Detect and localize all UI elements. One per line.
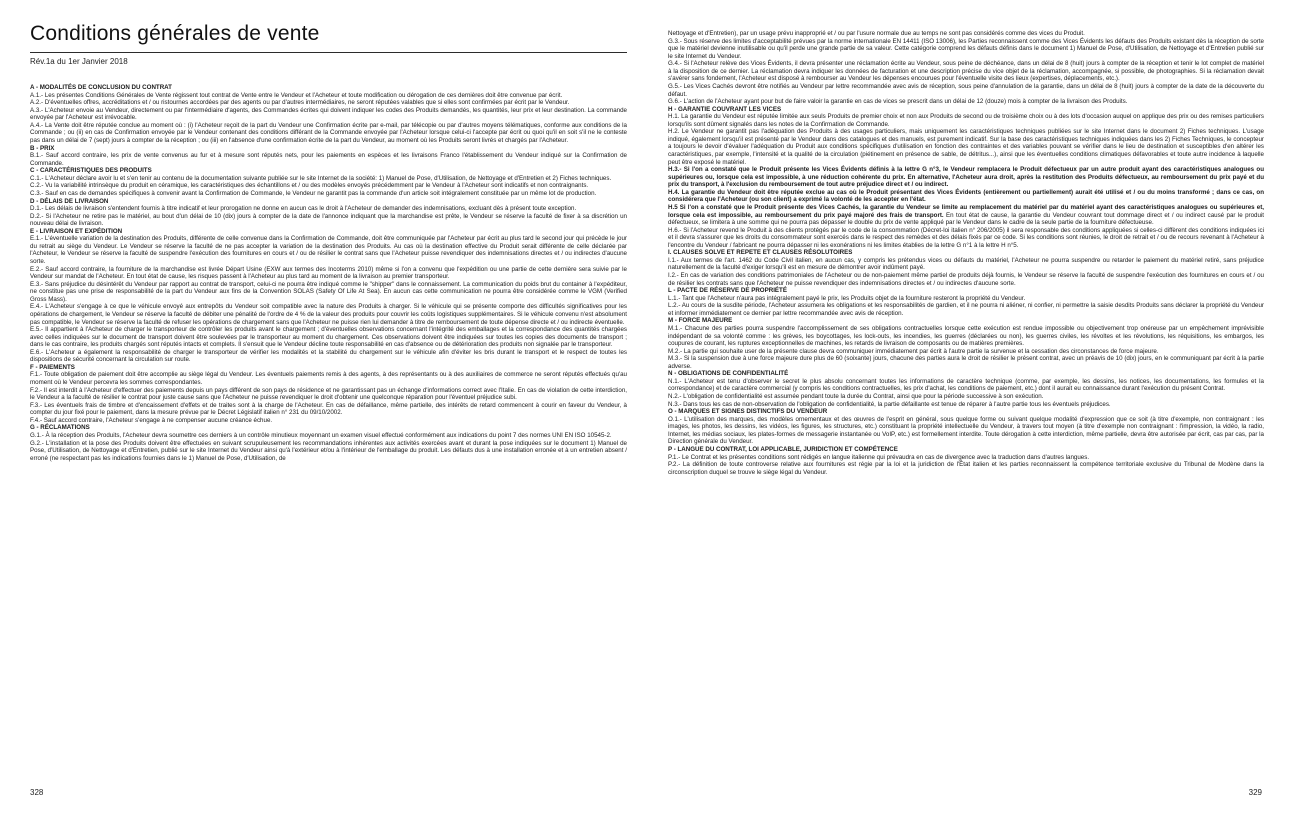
paragraph: F.3.- Les éventuels frais de timbre et d'encaissement d'effets et de traites sont à la charge de l'Acheteur. En cas de défaillance, même partielle, des intérêts de retard commencent à courir en faveur du Vendeur, à compter du jour fixé pour le paiement, dans la mesure prévue par le Décret Législatif italien n° 231 du 09/10/2002. (30, 401, 627, 417)
bold-run: H.5 Si l'on a constaté que le Produit présente des Vices Cachés, la garantie du Vendeur se limite au remplacement du matériel par du matériel ayant des caractéristiques analogues ou supérieures et, lorsque cela est impossible, au remboursement du prix payé majoré des frais de transport. (668, 203, 1264, 219)
paragraph: B.1.- Sauf accord contraire, les prix de vente convenus au fur et à mesure sont réputés nets, pour les paiements en espèces et les livraisons Franco l'établissement du Vendeur indiqué sur la Confirmation de Commande. (30, 152, 627, 167)
paragraph: E.3.- Sans préjudice du désintérêt du Vendeur par rapport au contrat de transport, celui-ci ne pourra être indiqué comme le "shipper" dans le connaissement. La communication du poids brut du container à l'expéditeur, ne constitue pas une prise de responsabilité de la part du Vendeur aux fins de la Convention SOLAS (Safety Of Life At Sea). En aucun cas cette communication ne pourra être considérée comme le VGM (Verified Gross Mass). (30, 280, 627, 303)
section-heading: O - MARQUES ET SIGNES DISTINCTIFS DU VENDEUR (668, 408, 828, 416)
section-heading: L - PACTE DE RÉSERVE DE PROPRIÉTÉ (668, 287, 787, 295)
section-heading: B - PRIX (30, 144, 55, 152)
paragraph: M.3.- Si la suspension due à une force majeure dure plus de 60 (soixante) jours, chacune des parties aura le droit de résilier le présent contrat, avec un préavis de 10 (dix) jours, en le communiquant par écrit à la partie adverse. (668, 355, 1264, 370)
paragraph: F.2.- Il est interdit à l'Acheteur d'effectuer des paiements depuis un pays différent de son pays de résidence et ne garantissant pas un échange d'informations correct avec l'Italie. En cas de violation de cette interdiction, le Vendeur a la faculté de résilier le contrat pour juste cause sans que l'Acheteur ne puisse revendiquer le droit d'obtenir une quelconque réparation pour l'éventuel préjudice subi. (30, 386, 627, 402)
page-left (30, 0, 627, 462)
section-heading: C - CARACTÉRISTIQUES DES PRODUITS (30, 167, 152, 175)
section-heading: I. CLAUSES SOLVE ET REPETE ET CLAUSES RÉSOLUTOIRES (668, 249, 853, 257)
page-number-right: 329 (1248, 788, 1262, 797)
section-heading: A - MODALITÉS DE CONCLUSION DU CONTRAT (30, 84, 172, 92)
title-divider (30, 52, 627, 53)
section-heading: N - OBLIGATIONS DE CONFIDENTIALITÉ (668, 370, 789, 378)
paragraph: F.1.- Toute obligation de paiement doit être accomplie au siège légal du Vendeur. Les éventuels paiements remis à des agents, à des représentants ou à des auxiliaires de commerce ne seront réputés effectués qu'au moment où le Vendeur percevra les sommes correspondantes. (30, 371, 627, 387)
paragraph: M.1.- Chacune des parties pourra suspendre l'accomplissement de ses obligations contractuelles lorsque cette exécution est rendue impossible ou objectivement trop onéreuse par un empêchement imprévisible indépendant de sa volonté comme : les grèves, les boycottages, les lock-outs, les incendies, les guerres (déclarées ou non), les guerres civiles, les révoltes et les révolutions, les réquisitions, les embargos, les coupures de courant, les ruptures exceptionnelles de machines, les retards de livraison de composants ou de matières premières. (668, 324, 1264, 348)
paragraph: N.3.- Dans tous les cas de non-observation de l'obligation de confidentialité, la partie défaillante est tenue de réparer à l'autre partie tous les éventuels préjudices. (668, 400, 1111, 408)
paragraph: D.2.- Si l'Acheteur ne retire pas le matériel, au bout d'un délai de 10 (dix) jours à compter de la date de l'annonce indiquant que la marchandise est prête, le Vendeur se réserve la faculté de fixer à sa discrétion un nouveau délai de livraison. (30, 212, 627, 228)
paragraph: H.1. La garantie du Vendeur est réputée limitée aux seuls Produits de premier choix et non aux Produits de second ou de troisième choix ou à des lots d'occasion auquel on applique des prix ou des remises particuliers lorsqu'ils sont dûment signalés dans les notes de la Confirmation de Commande. (668, 113, 1264, 128)
paragraph (668, 204, 1264, 227)
paragraph: N.1.- L'Acheteur est tenu d'observer le secret le plus absolu concernant toutes les informations de caractère technique (comme, par exemple, les dessins, les notices, les documentations, les formules et la correspondance) et de caractère commercial (y compris les conditions contractuelles, les prix d'achat, les conditions de paiement, etc.) dont il aurait eu connaissance durant l'exécution du présent Contrat. (668, 377, 1264, 393)
paragraph: H.4. La garantie du Vendeur doit être réputée exclue au cas où le Produit présentant des Vices Évidents (entièrement ou partiellement) aurait été utilisé et / ou du moins transformé ; dans ce cas, on considérera que l'Acheteur (ou son client) a exprimé la volonté de les accepter en l'état. (668, 188, 1264, 204)
page-title: Conditions générales de vente (30, 22, 320, 45)
paragraph: C.3.- Sauf en cas de demandes spécifiques à convenir avant la Confirmation de Commande, le Vendeur ne garantit pas la commande d'un article soit intégralement constituée par un même lot de production. (30, 189, 597, 197)
paragraph: G.3.- Sous réserve des limites d'acceptabilité prévues par la norme internationale EN 14411 (ISO 13006), les Parties reconnaissent comme des Vices Évidents les défauts des Produits existant dès la réception de sorte que le matériel devienne inutilisable ou qu'il perde une grande partie de sa valeur. Cette catégorie comprend les défauts définis dans le document 1) Manuel de Pose, d'Utilisation, de Nettoyage et d'Entretien publié sur le site Internet du Vendeur. (668, 37, 1264, 60)
paragraph: H.3.- Si l'on a constaté que le Produit présente les Vices Évidents définis à la lettre G n°3, le Vendeur remplacera le Produit défectueux par un autre produit ayant des caractéristiques analogues ou supérieures ou, lorsque cela est impossible, à une réduction cohérente du prix. En alternative, l'Acheteur aura droit, après la restitution des Produits défectueux, au remboursement du prix payé et du prix du transport, à l'exclusion du remboursement de tout autre préjudice direct et / ou indirect. (668, 166, 1264, 189)
paragraph: H.6.- Si l'Acheteur revend le Produit à des clients protégés par le code de la consommation (Décret-loi italien n° 206/2005) il sera responsable des conditions appliquées si celles-ci diffèrent des conditions indiquées ici et il devra s'assurer que les droits du consommateur sont exercés dans le respect des remèdes et des délais fixés par ce code. Si les conditions sont réunies, le droit de retrait et / ou de recours revenant à l'Acheteur à l'encontre du Vendeur / fabricant ne pourra dépasser ni les exonérations ni les limites établies de la lettre G n°1 à la lettre H n°5. (668, 226, 1264, 249)
paragraph: E.5.- Il appartient à l'Acheteur de charger le transporteur de contrôler les produits avant le chargement ; d'éventuelles observations concernant l'intégrité des emballages et la correspondance des quantités chargées avec celles indiquées sur le document de transport doivent être soulevées par le transporteur au moment du chargement. Ces observations doivent être indiquées sur toutes les copies des documents de transport ; dans le cas contraire, les produits chargés sont réputés intacts et complets. Il s'ensuit que le Vendeur décline toute responsabilité en cas d'absence ou de détérioration des produits non signalée par le transporteur. (30, 326, 627, 349)
section-heading: H - GARANTIE COUVRANT LES VICES (668, 105, 782, 113)
paragraph: E.1.- L'éventuelle variation de la destination des Produits, différente de celle convenue dans la Confirmation de Commande, doit être communiquée par l'Acheteur par écrit au plus tard le second jour qui précède le jour du retrait au siège du Vendeur. Le Vendeur se réserve la faculté de ne pas accepter la variation de la destination des Produits. Au cas où la destination effective du Produit serait différente de celle déclarée par l'Acheteur, le Vendeur se réserve la faculté de suspendre l'exécution des fournitures en cours et / ou de résilier le contrat sans que l'Acheteur puisse revendiquer des indemnisations directes et / ou indirectes d'aucune sorte. (30, 235, 627, 266)
paragraph: D.1.- Les délais de livraison s'entendent fournis à titre indicatif et leur prorogation ne donne en aucun cas le droit à l'Acheteur de demander des indemnisations, excluant dès à présent toute exception. (30, 205, 577, 213)
paragraph: Nettoyage et d'Entretien), par un usage prévu inapproprié et / ou par l'usure normale due au temps ne sont pas considérés comme des vices du Produit. (668, 30, 1085, 37)
paragraph: A.2.- D'éventuelles offres, accréditations et / ou ristournes accordées par des agents ou par d'autres intermédiaires, ne seront réputées valables que si elles sont confirmées par écrit par le Vendeur. (30, 99, 570, 107)
paragraph: N.2.- L'obligation de confidentialité est assumée pendant toute la durée du Contrat, ainsi que pour la période successive à son exécution. (668, 393, 1044, 400)
right-page-content (668, 0, 1264, 476)
paragraph: L.1.- Tant que l'Acheteur n'aura pas intégralement payé le prix, les Produits objet de la fourniture resteront la propriété du Vendeur. (668, 294, 1026, 302)
paragraph: G.2.- L'installation et la pose des Produits doivent être effectuées en suivant scrupuleusement les recommandations inhérentes aux activités exercées avant et durant la pose indiquées sur le document 1) Manuel de Pose, d'Utilisation, de Nettoyage et d'Entretien, publié sur le site Internet du Vendeur ainsi qu'à l'extérieur et/ou à l'intérieur de l'emballage du produit. Les défauts dus à une installation erronée et à un entretien absent / erroné (ne respectant pas les indications fournies dans le 1) Manuel de Pose, d'Utilisation, de (30, 439, 627, 462)
paragraph: E.4.- L'Acheteur s'engage à ce que le véhicule envoyé aux entrepôts du Vendeur soit compatible avec la nature des Produits à charger. Si le véhicule qui se présente comporte des difficultés significatives pour les opérations de chargement, le Vendeur se réserve la faculté de débiter une pénalité de l'ordre de 4 % de la valeur des produits pour couvrir les coûts logistiques supplémentaires. Si le véhicule convenu n'est absolument pas compatible, le Vendeur se réserve la faculté de refuser les opérations de chargement sans que l'Acheteur ne puisse rien lui demander à titre de remboursement de toute dépense directe et / ou indirecte éventuelle. (30, 303, 627, 326)
paragraph: E.2.- Sauf accord contraire, la fourniture de la marchandise est livrée Départ Usine (EXW aux termes des Incoterms 2010) même si l'on a convenu que l'expédition ou une partie de cette dernière sera suivie par le Vendeur sur mandat de l'Acheteur. En tout état de cause, les risques passent à l'Acheteur au plus tard au moment de la livraison au premier transporteur. (30, 265, 627, 281)
section-heading: F - PAIEMENTS (30, 363, 75, 371)
revision-label: Rév.1a du 1er Janvier 2018 (30, 57, 128, 67)
paragraph: I.1.- Aux termes de l'art. 1462 du Code Civil italien, en aucun cas, y compris les prétendus vices ou défauts du matériel, l'Acheteur ne pourra suspendre ou retarder le paiement du matériel retiré, sans préjudice naturellement de la faculté d'exiger lorsqu'il est en mesure de démontrer avoir indûment payé. (668, 256, 1264, 272)
paragraph: H.2. Le Vendeur ne garantit pas l'adéquation des Produits à des usages particuliers, mais uniquement les caractéristiques techniques publiées sur le site Internet dans le document 2) Fiches techniques. L'usage indiqué, également lorsqu'il est présenté par le Vendeur dans des catalogues et des manuels, est purement indicatif. Sur la base des caractéristiques techniques indiquées dans les 2) Fiches Techniques, le concepteur a toujours le devoir d'évaluer l'adéquation du Produit aux conditions spécifiques d'utilisation en fonction des contraintes et des variables pouvant se vérifier dans le lieu de destination et susceptibles d'en altérer les caractéristiques, par exemple, l'intensité et la qualité de la circulation (piétinement en présence de sable, de détritus...), ainsi que les éventuelles conditions climatiques défavorables et toute autre incidence à laquelle peut être exposé le matériel. (668, 128, 1264, 166)
paragraph: G.5.- Les Vices Cachés devront être notifiés au Vendeur par lettre recommandée avec avis de réception, sous peine d'annulation de la garantie, dans un délai de 8 (huit) jours à compter de la date de la découverte du défaut. (668, 82, 1264, 98)
section-heading: M - FORCE MAJEURE (668, 317, 733, 325)
paragraph: F.4.- Sauf accord contraire, l'Acheteur s'engage à ne compenser aucune créance échue. (30, 416, 273, 424)
paragraph: M.2.- La partie qui souhaite user de la présente clause devra communiquer immédiatement par écrit à l'autre partie la survenue et la cessation des circonstances de force majeure. (668, 347, 1159, 355)
section-heading: D - DÉLAIS DE LIVRAISON (30, 197, 109, 205)
paragraph: O.1.- L'utilisation des marques, des modèles ornementaux et des œuvres de l'esprit en général, sous quelque forme ou suivant quelque modalité d'expression que ce soit (à titre d'exemple, non contraignant : les images, les photos, les dessins, les vidéos, les figures, les structures, etc.) constituant la propriété intellectuelle du Vendeur, à travers tout moyen (à titre d'exemple non contraignant : l'impression, la vidéo, la radio, Internet, les médias sociaux, les plates-formes de messagerie instantanée ou VoIP, etc.) est formellement interdite. Toute dérogation à cette interdiction, même partielle, devra être autorisée par écrit, cas par cas, par la Direction générale du Vendeur. (668, 415, 1264, 446)
section-heading: G - RÉCLAMATIONS (30, 424, 90, 432)
page-right (668, 0, 1264, 476)
paragraph: L.2.- Au cours de la susdite période, l'Acheteur assumera les obligations et les responsabilités de gardien, et il ne pourra ni aliéner, ni confier, ni permettre la saisie desdits Produits sans déclarer la propriété du Vendeur et informer immédiatement ce dernier par lettre recommandée avec avis de réception. (668, 302, 1264, 317)
page-number-left: 328 (30, 788, 44, 797)
paragraph: C.2.- Vu la variabilité intrinsèque du produit en céramique, les caractéristiques des échantillons et / ou des modèles envoyés précédemment par le Vendeur à l'Acheteur sont indicatifs et non contraignants. (30, 182, 589, 190)
paragraph: A.1.- Les présentes Conditions Générales de Vente régissent tout contrat de Vente entre le Vendeur et l'Acheteur et toute modification ou dérogation de ces dernières doit être convenue par écrit. (30, 91, 563, 99)
paragraph: I.2.- En cas de variation des conditions patrimoniales de l'Acheteur ou de non-paiement même partiel de produits déjà fournis, le Vendeur se réserve la faculté de suspendre l'exécution des fournitures en cours et / ou de résilier les contrats sans que l'Acheteur ne puisse revendiquer des indemnisations directes et / ou indirectes d'aucune sorte. (668, 272, 1264, 287)
paragraph: P.2.- La définition de toute controverse relative aux fournitures est régie par la loi et la juridiction de l'État italien et les parties reconnaissent la compétence territoriale exclusive du Tribunal de Modène dans la circonscription duquel se trouve le siège légal du Vendeur. (668, 461, 1264, 476)
paragraph: A.4.- La Vente doit être réputée conclue au moment où : (i) l'Acheteur reçoit de la part du Vendeur une Confirmation écrite par e-mail, par télécopie ou par d'autres moyens télématiques, conforme aux conditions de la Commande ; ou (ii) en cas de Confirmation envoyée par le Vendeur contenant des conditions différant de la Commande envoyée par l'Acheteur lorsque celui-ci l'accepte par écrit ou quoi qu'il en soit s'il ne le conteste pas dans un délai de 7 (sept) jours à compter de la réception ; ou (iii) en l'absence d'une confirmation écrite de la part du Vendeur, au moment où les Produits seront livrés et chargés par l'Acheteur. (30, 121, 627, 145)
paragraph: E.6.- L'Acheteur a également la responsabilité de charger le transporteur de vérifier les modalités et la stabilité du chargement sur le véhicule afin d'éviter les bris durant le transport et le respect de toutes les dispositions de sécurité concernant la circulation sur route. (30, 348, 627, 364)
paragraph: G.4.- Si l'Acheteur relève des Vices Évidents, il devra présenter une réclamation écrite au Vendeur, sous peine de déchéance, dans un délai de 8 (huit) jours à compter de la réception et tenir le lot complet de matériel à la disposition de ce dernier. La réclamation devra indiquer les données de facturation et une description précise du vice objet de la réclamation, accompagnée, si possible, de photographies. Si la réclamation devait s'avérer sans fondement, l'Acheteur est disposé à rembourser au Vendeur les dépenses encourues pour l'éventuelle visite des lieux (expertises, déplacements, etc.). (668, 60, 1264, 83)
section-heading: P - LANGUE DU CONTRAT, LOI APPLICABLE, JURIDICTION ET COMPÉTENCE (668, 445, 898, 453)
paragraph: G.1.- À la réception des Produits, l'Acheteur devra soumettre ces derniers à un contrôle minutieux moyennant un examen visuel effectué conformément aux indications du point 7 des normes UNI EN ISO 10545-2. (30, 431, 612, 439)
section-heading: E - LIVRAISON ET EXPÉDITION (30, 227, 123, 235)
text-run: En tout état de cause, la garantie du Vendeur couvrant tout dommage direct et / ou indirect causé par le produit défectueux, se limitera à une somme qui ne pourra pas dépasser le double du prix de vente appliqué par le Vendeur dans le cadre de la seule partie de la fourniture défectueuse. (668, 211, 1264, 227)
left-page-content (30, 84, 627, 462)
paragraph: A.3.- L'Acheteur envoie au Vendeur, directement ou par l'intermédiaire d'agents, des Commandes écrites qui doivent indiquer les codes des Produits demandés, les quantités, leur prix et leur destination. La commande envoyée par l'Acheteur est irrévocable. (30, 106, 627, 122)
paragraph: G.6.- L'action de l'Acheteur ayant pour but de faire valoir la garantie en cas de vices se prescrit dans un délai de 12 (douze) mois à compter de la livraison des Produits. (668, 98, 1128, 106)
paragraph: P.1.- Le Contrat et les présentes conditions sont rédigés en langue italienne qui prévaudra en cas de divergence avec la traduction dans d'autres langues. (668, 453, 1090, 461)
paragraph: C.1.- L'Acheteur déclare avoir lu et s'en tenir au contenu de la documentation suivante publiée sur le site Internet de la société: 1) Manuel de Pose, d'Utilisation, de Nettoyage et d'Entretien et 2) Fiches techniques. (30, 174, 612, 182)
